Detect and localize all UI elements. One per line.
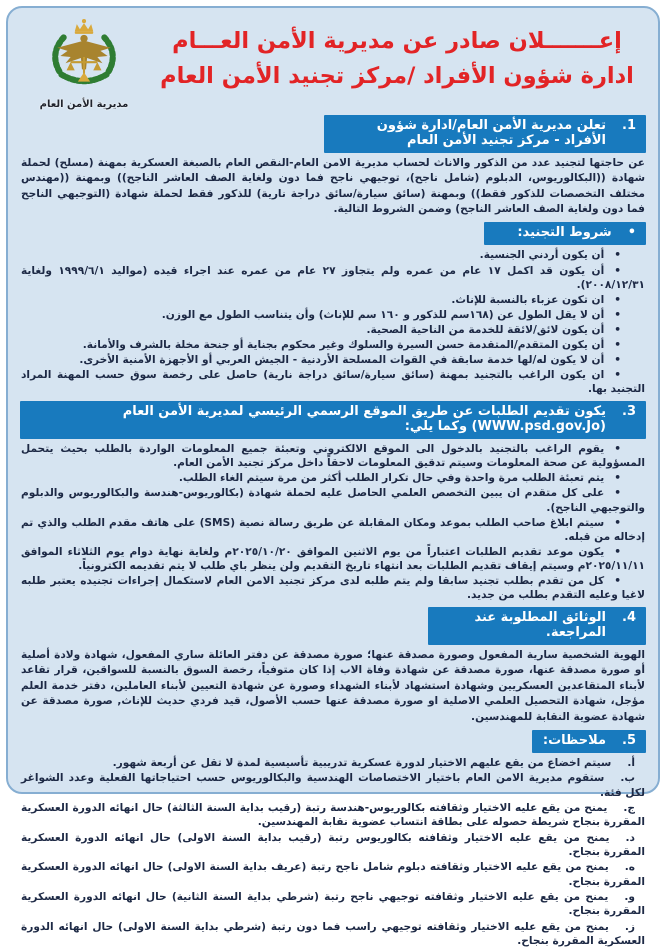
logo-caption: مديرية الأمن العام xyxy=(39,99,129,110)
note-text: يمنح من يقع عليه الاختيار وثقافته دبلوم شامل ناجح رتبة (عريف بداية السنة الاولى) حال انهائه الدورة العسكرية المقررة بنجاح. xyxy=(21,861,645,888)
section-1-header xyxy=(324,115,646,153)
condition-item xyxy=(21,293,645,307)
condition-item xyxy=(21,368,645,396)
note-letter: ه. xyxy=(624,861,635,874)
section-3-number: 3. xyxy=(622,404,636,420)
title-line-2: ادارة شؤون الأفراد /مركز تجنيد الأمن العام xyxy=(160,63,634,89)
submission-text: سيتم ابلاغ صاحب الطلب بموعد ومكان المقابلة عن طريق رسالة نصية (SMS) على هاتف مقدم الطلب والذي تم إدخاله من قبله. xyxy=(21,516,645,543)
bullet-icon: • xyxy=(614,308,621,321)
section-2-title: شروط التجنيد: xyxy=(517,225,612,241)
bullet-icon: • xyxy=(614,545,621,558)
submission-item xyxy=(21,574,645,602)
note-item xyxy=(21,890,645,918)
psd-emblem-icon xyxy=(36,18,132,94)
bullet-icon: • xyxy=(614,249,621,262)
condition-text: أن لا يكون له/لها خدمة سابقة في القوات المسلحة الأردنية - الجيش العربي أو الأجهزة الأمنية الأخرى. xyxy=(79,353,605,366)
note-text: سيتم اخضاع من يقع عليهم الاختيار لدورة عسكرية تدريبية تأسيسية لمدة لا تقل عن أربعة شهور. xyxy=(112,756,612,769)
condition-item xyxy=(21,338,645,352)
psd-logo xyxy=(20,16,148,110)
condition-text: أن يكون لائق/لائقة للخدمة من الناحية الصحية. xyxy=(366,323,605,336)
note-letter: ب. xyxy=(620,772,635,785)
condition-text: ان يكون الراغب بالتجنيد بمهنة (سائق سيارة/سائق دراجة نارية) حاصل على رخصة سوق حسب المهنة المراد التجنيد بها. xyxy=(21,369,645,396)
bullet-icon: • xyxy=(614,472,621,485)
note-item xyxy=(21,801,645,829)
note-item xyxy=(21,771,645,799)
condition-item xyxy=(21,323,645,337)
section-3-title: يكون تقديم الطلبات عن طريق الموقع الرسمي الرئيسي لمديرية الأمن العام (WWW.psd.gov.Jo) وكما يلي: xyxy=(122,404,606,435)
bullet-icon: • xyxy=(614,443,621,456)
section-4-title: الوثائق المطلوبة عند المراجعة. xyxy=(474,610,606,641)
section-1-title: تعلن مديرية الأمن العام/ادارة شؤون الأفراد - مركز تجنيد الأمن العام xyxy=(376,118,606,148)
section-4-number: 4. xyxy=(622,610,636,626)
header xyxy=(20,16,646,110)
announcement-title xyxy=(148,16,646,94)
section-5-header xyxy=(532,730,646,753)
bullet-icon: • xyxy=(614,516,621,529)
condition-text: أن يكون قد اكمل ١٧ عام من عمره ولم يتجاوز ٢٧ عام من عمره عند اجراء قيده (مواليد ١٩٩٩/٦/١ ولغاية ٢٠٠٨/١٢/٣١). xyxy=(21,264,645,291)
section-2-header xyxy=(484,222,646,245)
note-letter: أ. xyxy=(627,756,635,769)
section-4-header xyxy=(428,607,646,645)
submission-item xyxy=(21,545,645,573)
bullet-icon: • xyxy=(614,353,621,366)
note-text: يمنح من يقع عليه الاختيار وثقافته توجيهي راسب فما دون رتبة (شرطي بداية السنة الاولى) حال انهائه الدورة العسكرية المقررة بنجاح. xyxy=(21,920,645,947)
condition-text: أن يكون أردني الجنسية. xyxy=(479,249,605,262)
submission-list xyxy=(20,442,646,602)
bullet-icon: • xyxy=(614,574,621,587)
section-5-title: ملاحظات: xyxy=(542,732,606,748)
note-letter: ج. xyxy=(623,802,635,815)
notes-list xyxy=(20,756,646,948)
condition-item xyxy=(21,264,645,292)
bullet-icon: • xyxy=(614,338,621,351)
note-item xyxy=(21,860,645,888)
note-text: ستقوم مديرية الامن العام باختيار الاختصاصات الهندسية والبكالوريوس حسب احتياجاتها الفعلية وعدد الشواغر لكل فئة. xyxy=(21,772,645,799)
bullet-icon: • xyxy=(614,293,621,306)
submission-text: على كل متقدم ان يبين التخصص العلمي الحاصل عليه لحملة شهادة (بكالوريوس-هندسة والبكالوريوس والدبلوم والتوجيهي الناجح). xyxy=(21,487,645,514)
section-5-number: 5. xyxy=(622,732,636,748)
section-4-body: الهوية الشخصية سارية المفعول وصورة مصدقة عنها؛ صورة مصدقة عن دفتر العائلة ساري المفعول، شهادة ولادة أصلية أو صورة مصدقة عنها، صورة مصدقة عن شهادة وفاة الاب إذا كان متوفياً، رخصة السوق بالنسبة للسواقين، قرار تقاعد لأبناء المتقاعدين العسكريين وشهادة استشهاد لأبناء الشهداء وصورة عن شهادة التعيين لأبناء العاملين، دفتر خدمة العلم مؤجل، شهادة التحصيل العلمي الاصلية او صورة مصدقة عنها حسب الأصول، قيد فردي حديث للإناث, صورة مصدقة عن شهادة عضوية النقابة للمهندسين. xyxy=(21,649,645,723)
condition-text: أن لا يقل الطول عن (١٦٨سم للذكور و ١٦٠ سم للإناث) وأن يتناسب الطول مع الوزن. xyxy=(161,308,605,321)
title-line-1: إعـــــــلان صادر عن مديرية الأمن العـــام xyxy=(172,28,622,54)
note-text: يمنح من يقع عليه الاختيار وثقافته بكالوريوس رتبة (رقيب بداية السنة الاولى) حال انهائه الدورة العسكرية المقررة بنجاح. xyxy=(21,831,645,858)
condition-text: أن يكون المتقدم/المتقدمة حسن السيرة والسلوك وغير محكوم بجناية أو جنحة مخلة بالشرف والأمانة. xyxy=(82,338,605,351)
bullet-icon: • xyxy=(614,264,621,277)
condition-item xyxy=(21,248,645,262)
submission-item xyxy=(21,471,645,485)
note-text: يمنح من يقع عليه الاختيار وثقافته بكالوريوس-هندسة رتبة (رقيب بداية السنة الثالثة) حال انهائه الدورة العسكرية المقررة بنجاح شريطة حصوله على بطاقة انتساب عضوية نقابة المهندسين. xyxy=(21,802,645,829)
submission-text: كل من تقدم بطلب تجنيد سابقا ولم يتم طلبه لدى مركز تجنيد الامن العام لاستكمال إجراءات تجنيده يعتبر طلبه لاغيا وعليه التقدم بطلب من جديد. xyxy=(21,574,645,601)
note-item xyxy=(21,920,645,948)
bullet-icon: • xyxy=(614,369,621,382)
section-3-header xyxy=(20,401,646,439)
conditions-list xyxy=(20,248,646,396)
submission-item xyxy=(21,442,645,470)
note-letter: ز. xyxy=(624,920,635,933)
section-1-body: عن حاجتها لتجنيد عدد من الذكور والاناث لحساب مديرية الامن العام-النقص العام بالصبغة العسكرية بمهنة (مسلح) لحملة شهادة ((البكالوريوس، الدبلوم (شامل ناجح)، توجيهي ناجح فما دون ولغاية الصف العاشر الناجح)) وبمهنة ((مهندس مختلف التخصصات للذكور فقط)) وبمهنة (سائق سيارة/سائق دراجة نارية) للذكور فقط لحملة شهادة (التوجيهي الناجح فما دون ولغاية الصف العاشر الناجح) وضمن الشروط التالية. xyxy=(21,157,645,216)
submission-item xyxy=(21,516,645,544)
section-2-bullet: • xyxy=(627,225,636,241)
submission-text: يكون موعد تقديم الطلبات اعتباراً من يوم الاثنين الموافق ٢٠٢٥/١٠/٢٠م ولغاية نهاية دوام يوم الثلاثاء الموافق ٢٠٢٥/١١/١١م وسيتم إيقاف تقديم الطلبات بعد انتهاء تاريخ التقديم ولن ينظر باي طلب لا يتم تقديمه الكترونياً. xyxy=(21,545,645,572)
announcement-page xyxy=(6,6,660,947)
note-item xyxy=(21,756,645,770)
section-1-number: 1. xyxy=(622,118,636,133)
note-item xyxy=(21,831,645,859)
condition-item xyxy=(21,308,645,322)
condition-text: ان تكون عزباء بالنسبة للإناث. xyxy=(451,293,605,306)
bullet-icon: • xyxy=(614,323,621,336)
note-letter: و. xyxy=(624,891,635,904)
note-text: يمنح من يقع عليه الاختيار وثقافته توجيهي ناجح رتبة (شرطي بداية السنة الثانية) حال انهائه الدورة العسكرية المقررة بنجاح. xyxy=(21,891,645,918)
note-letter: د. xyxy=(625,831,635,844)
submission-item xyxy=(21,486,645,514)
submission-text: يتم تعبئة الطلب مرة واحدة وفي حال تكرار الطلب أكثر من مرة سيتم الغاء الطلب. xyxy=(178,472,605,485)
submission-text: يقوم الراغب بالتجنيد بالدخول الى الموقع الالكتروني وتعبئة جميع المعلومات الواردة بالطلب بحيث يتحمل المسؤولية عن صحة المعلومات وسيتم تدقيق المعلومات لاحقاً داخل مركز تجنيد الأمن العام. xyxy=(21,443,645,470)
bullet-icon: • xyxy=(614,487,621,500)
condition-item xyxy=(21,353,645,367)
